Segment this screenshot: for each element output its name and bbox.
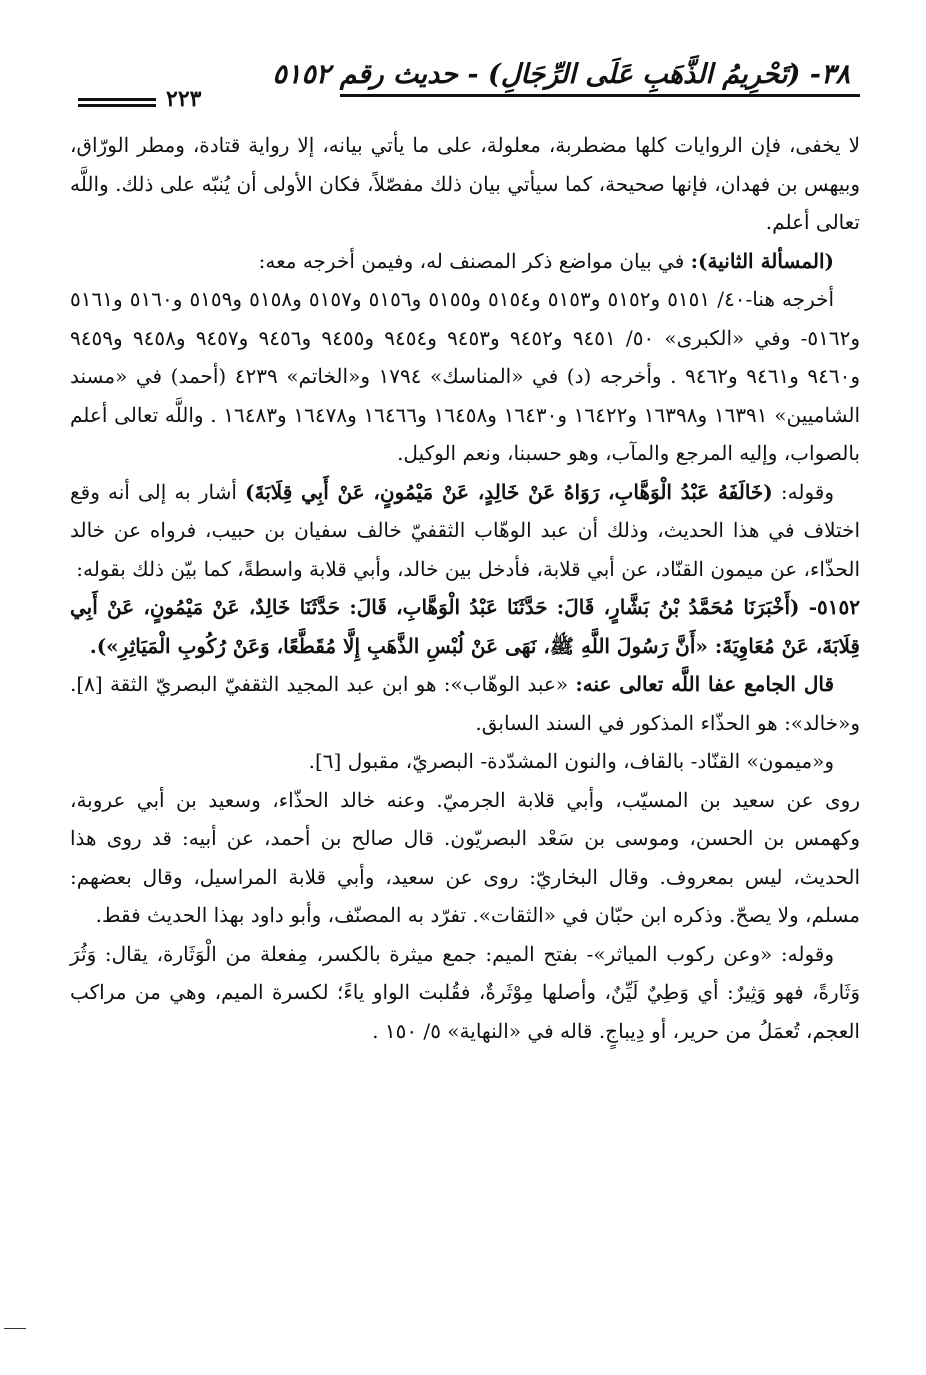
paragraph-p8 xyxy=(70,781,860,935)
running-header xyxy=(70,58,860,114)
paragraph-p2 xyxy=(70,242,860,281)
text-segment: أخرجه هنا-٤٠/ ٥١٥١ و٥١٥٢ و٥١٥٣ و٥١٥٤ و٥١٥٥ و٥١٥٦ و٥١٥٧ و٥١٥٨ و٥١٥٩ و٥١٦٠ و٥١٦١ و٥١٦٢- وفي «الكبرى» ٥٠/ ٩٤٥١ و٩٤٥٢ و٩٤٥٣ و٩٤٥٤ و٩٤٥٥ و٩٤٥٦ و٩٤٥٧ و٩٤٥٨ و٩٤٥٩ و٩٤٦٠ و٩٤٦١ و٩٤٦٢ . وأخرجه (د) في «المناسك» ١٧٩٤ و«الخاتم» ٤٢٣٩ (أحمد) في «مسند الشاميين» ١٦٣٩١ و١٦٣٩٨ و١٦٤٢٢ و١٦٤٣٠ و١٦٤٥٨ و١٦٤٦٦ و١٦٤٧٨ و١٦٤٨٣ . واللَّه تعالى أعلم بالصواب، وإليه المرجع والمآب، وهو حسبنا، ونعم الوكيل. xyxy=(70,287,861,465)
header-rule-left-lower xyxy=(78,104,156,107)
paragraph-p9 xyxy=(70,935,860,1051)
page-number: ٢٢٣ xyxy=(166,86,202,112)
chapter-title: ٣٨- (تَحْرِيمُ الذَّهَبِ عَلَى الرِّجَالِ) - حديث رقم ٥١٥٢ xyxy=(272,59,850,90)
paragraph-p3 xyxy=(70,280,860,473)
margin-mark xyxy=(4,1328,26,1329)
body-text xyxy=(70,126,860,1050)
paragraph-p5 xyxy=(70,588,860,665)
paragraph-p1 xyxy=(70,126,860,242)
text-segment: في بيان مواضع ذكر المصنف له، وفيمن أخرجه معه: xyxy=(258,248,691,273)
paragraph-p6 xyxy=(70,665,860,742)
text-segment: وقوله: xyxy=(772,479,834,504)
bold-text-segment: قال الجامع عفا اللَّه تعالى عنه: xyxy=(575,672,834,696)
text-segment: «عبد الوهّاب»: هو ابن عبد المجيد الثقفيّ البصريّ الثقة [٨]. و«خالد»: هو الحذّاء المذكور في السند السابق. xyxy=(70,672,860,735)
text-segment: لا يخفى، فإن الروايات كلها مضطربة، معلولة، على ما يأتي بيانه، إلا رواية قتادة، ومطر الورّاق، وبيهس بن فهدان، فإنها صحيحة، كما سيأتي بيان ذلك مفصّلاً، فكان الأولى أن يُنبّه على ذلك. واللَّه تعالى أعلم. xyxy=(70,133,860,234)
bold-text-segment: ٥١٥٢- (أَخْبَرَنَا مُحَمَّدُ بْنُ بَشَّارٍ، قَالَ: حَدَّثَنَا عَبْدُ الْوَهَّابِ، قَالَ: حَدَّثَنَا خَالِدٌ، عَنْ مَيْمُونٍ، عَنْ أَبِي قِلَابَةَ، عَنْ مُعَاوِيَةَ: «أَنَّ رَسُولَ اللَّهِ ﷺ، نَهَى عَنْ لُبْسِ الذَّهَبِ إِلَّا مُقَطَّعًا، وَعَنْ رُكُوبِ الْمَيَاثِرِ»). xyxy=(70,595,860,658)
bold-text-segment: (المسألة الثانية): xyxy=(690,248,834,273)
book-page xyxy=(70,58,860,1050)
text-segment: أشار به إلى أنه وقع اختلاف في هذا الحديث، وذلك أن عبد الوهّاب الثقفيّ خالف سفيان بن حبيب، فرواه عن خالد الحذّاء، عن ميمون القنّاد، عن أبي قلابة، فأدخل بين خالد، وأبي قلابة واسطةً، كما بيّن ذلك بقوله: xyxy=(70,479,860,581)
header-rule-left-upper xyxy=(78,98,156,101)
paragraph-p7 xyxy=(70,742,860,781)
text-segment: روى عن سعيد بن المسيّب، وأبي قلابة الجرميّ. وعنه خالد الحذّاء، وسعيد بن أبي عروبة، وكهمس بن الحسن، وموسى بن سَعْد البصريّون. قال صالح بن أحمد، عن أبيه: قد روى هذا الحديث، ليس بمعروف. وقال البخاريّ: روى عن سعيد، وأبي قلابة المراسيل، وقال بعضهم: مسلم، ولا يصحّ. وذكره ابن حبّان في «الثقات». تفرّد به المصنّف، وأبو داود بهذا الحديث فقط. xyxy=(70,787,860,927)
paragraph-p4 xyxy=(70,473,860,589)
text-segment: وقوله: «وعن ركوب المياثر»- بفتح الميم: جمع ميثرة بالكسر، مِفعلة من الْوَثَارة، يقال: وَثُرَ وَثَارةً، فهو وَثِيرٌ: أي وَطِيٌ لَيِّنٌ، وأصلها مِوْثَرةٌ، فقُلبت الواو ياءً؛ لكسرة الميم، وهي من مراكب العجم، تُعمَلُ من حرير، أو دِيباجٍ. قاله في «النهاية» ٥/ ١٥٠ . xyxy=(70,941,860,1043)
header-rule-right xyxy=(340,94,860,97)
text-segment: و«ميمون» القنّاد- بالقاف، والنون المشدّدة- البصريّ، مقبول [٦]. xyxy=(308,749,834,773)
bold-text-segment: (خَالَفَهُ عَبْدُ الْوَهَّابِ، رَوَاهُ عَنْ خَالِدٍ، عَنْ مَيْمُونٍ، عَنْ أَبِي قِلَابَةَ) xyxy=(245,479,773,504)
